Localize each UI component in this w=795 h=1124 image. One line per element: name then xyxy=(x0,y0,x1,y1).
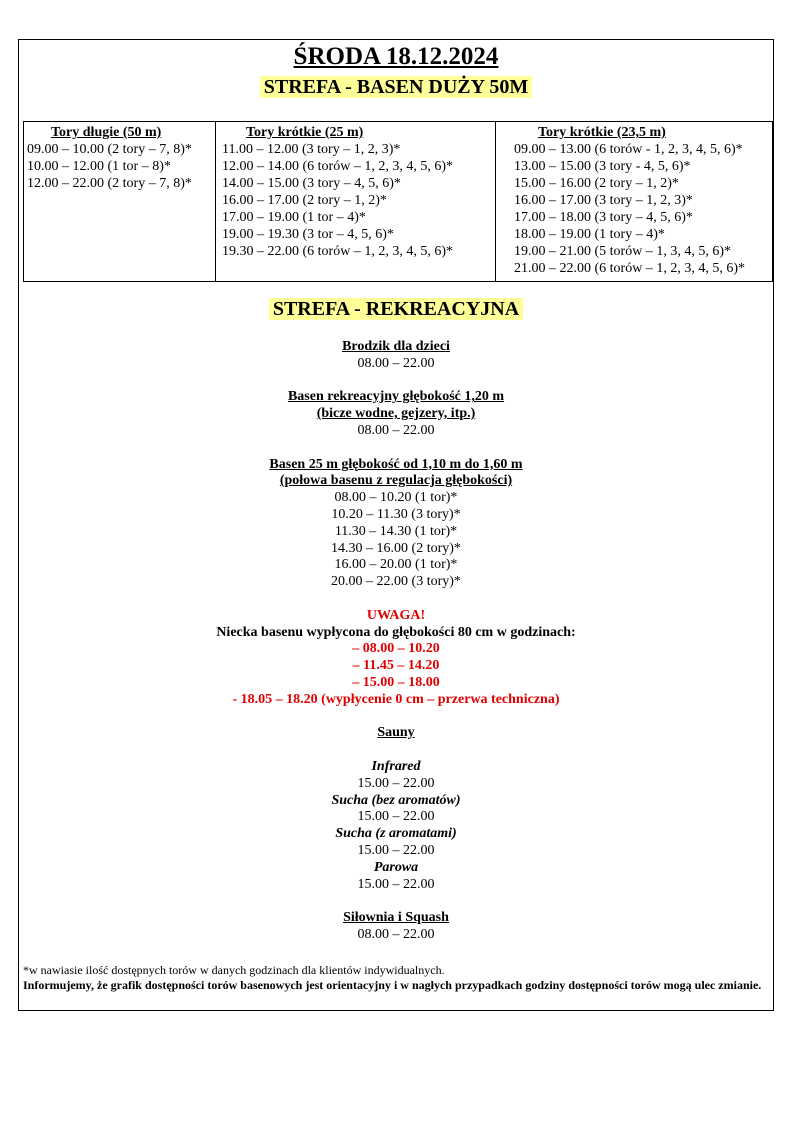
lanes-col-heading: Tory krótkie (23,5 m) xyxy=(538,125,666,140)
lanes-col-short-25 xyxy=(216,122,496,282)
lane-row: 09.00 – 13.00 (6 torów - 1, 2, 3, 4, 5, 6)* xyxy=(514,142,743,157)
lanes-col-long xyxy=(24,122,216,282)
footer-notes xyxy=(23,963,769,993)
warning-time: – 15.00 – 18.00 xyxy=(352,674,440,690)
rec-pool-heading: Basen rekreacyjny głębokość 1,20 m xyxy=(287,389,505,405)
sauna-hours: 15.00 – 22.00 xyxy=(357,775,435,791)
lane-row: 16.00 – 17.00 (2 tory – 1, 2)* xyxy=(222,193,387,208)
lane-row: 09.00 – 10.00 (2 tory – 7, 8)* xyxy=(27,142,192,157)
lane-row: 17.00 – 18.00 (3 tory – 4, 5, 6)* xyxy=(514,210,693,225)
pool25-row: 20.00 – 22.00 (3 tory)* xyxy=(331,574,461,590)
brodzik-hours: 08.00 – 22.00 xyxy=(357,355,435,371)
warning-title: UWAGA! xyxy=(366,607,426,623)
zone-title-large-pool xyxy=(19,74,773,100)
warning-time: – 11.45 – 14.20 xyxy=(352,658,440,674)
page-title xyxy=(19,42,773,72)
pool25-heading: Basen 25 m głębokość od 1,10 m do 1,60 m xyxy=(269,456,523,472)
schedule-frame xyxy=(18,39,774,1011)
sauna-name: Parowa xyxy=(373,859,419,875)
warning-time: – 08.00 – 10.20 xyxy=(352,641,440,657)
lanes-table xyxy=(23,121,773,282)
lanes-col-heading: Tory krótkie (25 m) xyxy=(246,125,364,140)
lane-row: 14.00 – 15.00 (3 tory – 4, 5, 6)* xyxy=(222,176,401,191)
rec-pool-hours: 08.00 – 22.00 xyxy=(357,422,435,438)
pool25-subheading: (połowa basenu z regulacja głębokości) xyxy=(279,473,513,489)
brodzik-heading: Brodzik dla dzieci xyxy=(342,339,450,354)
recreation-section xyxy=(19,339,773,944)
warning-tech-break: - 18.05 – 18.20 (wypłycenie 0 cm – przerwa techniczna) xyxy=(232,691,560,707)
warning-text: Niecka basenu wypłycona do głębokości 80 cm w godzinach: xyxy=(216,624,576,640)
lane-row: 13.00 – 15.00 (3 tory - 4, 5, 6)* xyxy=(514,159,691,174)
lane-row: 12.00 – 22.00 (2 tory – 7, 8)* xyxy=(27,176,192,191)
pool25-row: 08.00 – 10.20 (1 tor)* xyxy=(334,490,458,506)
sauna-name: Sucha (bez aromatów) xyxy=(331,792,461,808)
zone1-title: STREFA - BASEN DUŻY 50M xyxy=(260,76,532,98)
disclaimer: Informujemy, że grafik dostępności torów basenowych jest orientacyjny i w nagłych przypadkach godziny dostępności torów mogą ulec zmianie. xyxy=(23,978,762,992)
zone2-title: STREFA - REKREACYJNA xyxy=(269,298,523,320)
footnote: *w nawiasie ilość dostępnych torów w danych godzinach dla klientów indywidualnych. xyxy=(23,963,445,977)
lane-row: 16.00 – 17.00 (3 tory – 1, 2, 3)* xyxy=(514,193,693,208)
saunas-heading: Sauny xyxy=(377,725,415,741)
lane-row: 19.00 – 19.30 (3 tor – 4, 5, 6)* xyxy=(222,227,394,242)
lane-row: 12.00 – 14.00 (6 torów – 1, 2, 3, 4, 5, 6)* xyxy=(222,159,453,174)
date-title: ŚRODA 18.12.2024 xyxy=(293,43,499,70)
lane-row: 17.00 – 19.00 (1 tor – 4)* xyxy=(222,210,366,225)
sauna-hours: 15.00 – 22.00 xyxy=(357,876,435,892)
lane-row: 11.00 – 12.00 (3 tory – 1, 2, 3)* xyxy=(222,142,401,157)
lanes-col-heading: Tory długie (50 m) xyxy=(51,125,162,140)
lane-row: 19.00 – 21.00 (5 torów – 1, 3, 4, 5, 6)* xyxy=(514,244,731,259)
lane-row: 18.00 – 19.00 (1 tory – 4)* xyxy=(514,227,665,242)
sauna-name: Infrared xyxy=(371,758,421,774)
pool25-row: 11.30 – 14.30 (1 tor)* xyxy=(334,523,458,539)
pool25-row: 14.30 – 16.00 (2 tory)* xyxy=(331,540,461,556)
gym-hours: 08.00 – 22.00 xyxy=(357,926,435,942)
sauna-hours: 15.00 – 22.00 xyxy=(357,842,435,858)
lane-row: 15.00 – 16.00 (2 tory – 1, 2)* xyxy=(514,176,679,191)
lane-row: 10.00 – 12.00 (1 tor – 8)* xyxy=(27,159,171,174)
sauna-name: Sucha (z aromatami) xyxy=(335,826,457,842)
pool25-row: 10.20 – 11.30 (3 tory)* xyxy=(331,506,461,522)
rec-pool-subheading: (bicze wodne, gejzery, itp.) xyxy=(316,406,476,422)
lane-row: 19.30 – 22.00 (6 torów – 1, 2, 3, 4, 5, 6)* xyxy=(222,244,453,259)
lanes-col-short-23-5 xyxy=(496,122,773,282)
sauna-hours: 15.00 – 22.00 xyxy=(357,809,435,825)
lane-row: 21.00 – 22.00 (6 torów – 1, 2, 3, 4, 5, 6)* xyxy=(514,261,745,276)
zone-title-recreation xyxy=(19,296,773,322)
gym-heading: Siłownia i Squash xyxy=(343,910,449,926)
pool25-row: 16.00 – 20.00 (1 tor)* xyxy=(334,557,458,573)
